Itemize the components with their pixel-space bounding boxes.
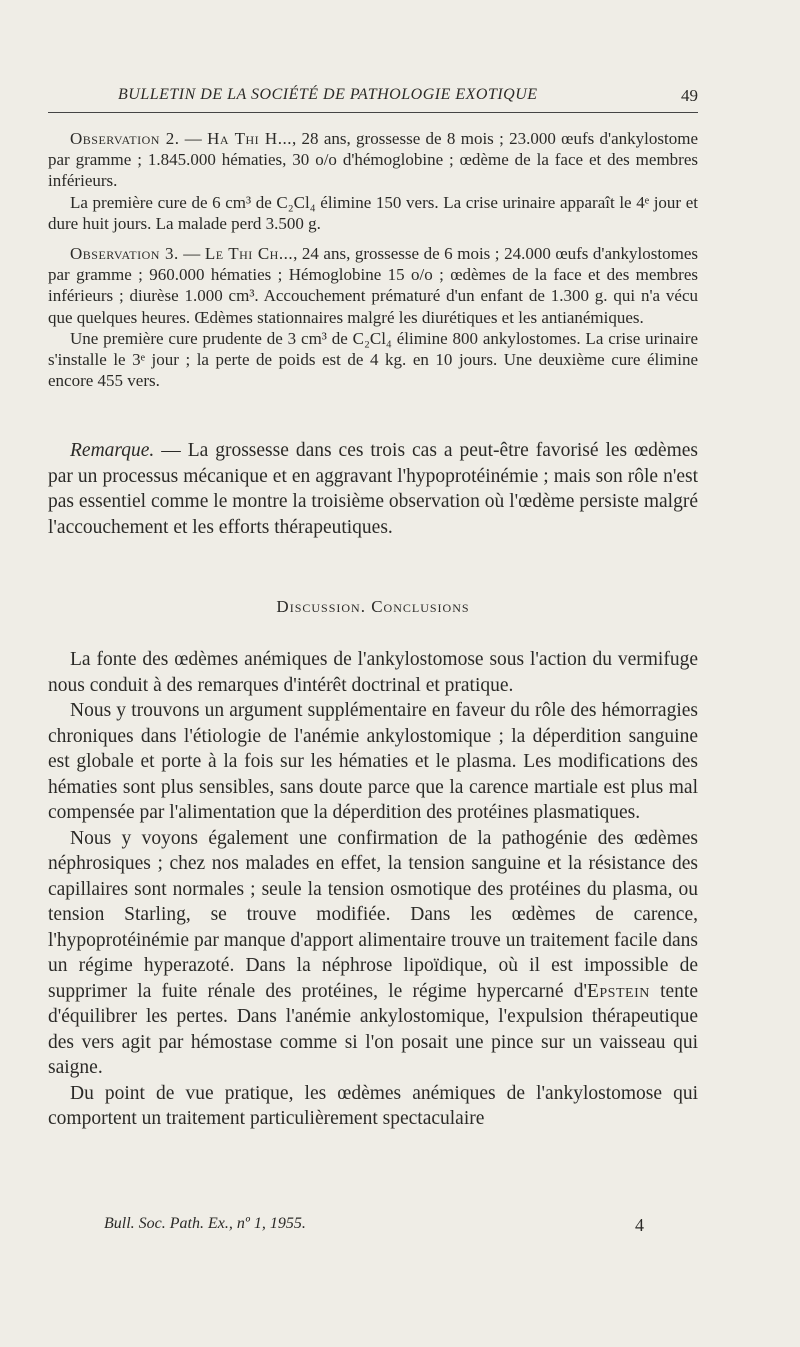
observation-text: , 24 ans, grossesse de 6 mois ; 24.000 œufs d'ankylostomes par gramme ; 960.000 hématies ; Hémoglobine 15 o/o ; œdèmes de la face et des membres inférieurs ; diurèse 1.000 cm³. Accouchement prématuré d'un enfant de 1.300 g. qui n'a vécu que quelques heures. Œdèmes stationnaires malgré les diurétiques et les antianémiques. (48, 244, 698, 327)
remark-text: — La grossesse dans ces trois cas a peut-être favorisé les œdèmes par un processus mécanique et en aggravant l'hypoprotéinémie ; mais son rôle n'est pas essentiel comme le montre la troisième observation où l'œdème persiste malgré l'accouchement et les efforts thérapeutiques. (48, 440, 698, 538)
page-number: 49 (681, 86, 698, 105)
journal-citation: Bull. Soc. Path. Ex., nº 1, 1955. (104, 1215, 306, 1232)
running-header (48, 86, 698, 113)
observation-label: Observation 3. (70, 244, 179, 263)
running-title: BULLETIN DE LA SOCIÉTÉ DE PATHOLOGIE EXOTIQUE (118, 86, 538, 103)
signature-mark: 4 (635, 1215, 644, 1235)
observation-text: La première cure de 6 cm³ de C₂Cl₄ élimine 150 vers. La crise urinaire apparaît le 4ᵉ jour et dure huit jours. La malade perd 3.500 g. (48, 192, 698, 233)
paragraph: Nous y voyons également une confirmation de la pathogénie des œdèmes néphrosiques ; chez nos malades en effet, la tension sanguine et la résistance des capillaires sont normales ; seule la tension osmotique des protéines du plasma, ou tension Starling, se trouve modifiée. Dans les œdèmes de carence, l'hypoprotéinémie par manque d'apport alimentaire trouve un traitement facile dans un régime hyperazoté. Dans la néphrose lipoïdique, où il est impossible de supprimer la fuite rénale des protéines, le régime hypercarné d'Epstein tente d'équilibrer les pertes. Dans l'anémie ankylostomique, l'expulsion thérapeutique des vers agit par hémostase comme si l'on posait une pince sur un vaisseau qui saigne. (48, 827, 698, 1078)
paragraph: La fonte des œdèmes anémiques de l'ankylostomose sous l'action du vermifuge nous conduit à des remarques d'intérêt doctrinal et pratique. (48, 649, 698, 696)
observation-3: Observation 3. — Le Thi Ch..., 24 ans, grossesse de 6 mois ; 24.000 œufs d'ankylostomes par gramme ; 960.000 hématies ; Hémoglobine 15 o/o ; œdèmes de la face et des membres inférieurs ; diurèse 1.000 cm³. Accouchement prématuré d'un enfant de 1.300 g. qui n'a vécu que quelques heures. Œdèmes stationnaires malgré les diurétiques et les antianémiques. Une première cure prudente de 3 cm³ de C₂Cl₄ élimine 800 ankylostomes. La crise urinaire s'installe le 3ᵉ jour ; la perte de poids est de 4 kg. en 10 jours. Une deuxième cure élimine encore 455 vers. (48, 244, 698, 391)
paragraph: Nous y trouvons un argument supplémentaire en faveur du rôle des hémorragies chroniques dans l'étiologie de l'anémie ankylostomique ; la déperdition sanguine est globale et porte à la fois sur les hématies et le plasma. Les modifications des hématies sont plus sensibles, sans doute parce que la carence martiale est plus mal compensée par l'alimentation que la déperdition des protéines plasmatiques. (48, 700, 698, 823)
observation-text: , 28 ans, grossesse de 8 mois ; 23.000 œufs d'ankylostome par gramme ; 1.845.000 hématies, 30 o/o d'hémoglobine ; œdème de la face et des membres inférieurs. (48, 129, 698, 191)
paragraph: Du point de vue pratique, les œdèmes anémiques de l'ankylostomose qui comportent un traitement particulièrement spectaculaire (48, 1082, 698, 1129)
remark-label: Remarque. (70, 440, 155, 461)
discussion-body (48, 647, 698, 1132)
observation-text: Une première cure prudente de 3 cm³ de C₂Cl₄ élimine 800 ankylostomes. La crise urinaire s'installe le 3ᵉ jour ; la perte de poids est de 4 kg. en 10 jours. Une deuxième cure élimine encore 455 vers. (48, 328, 698, 391)
patient-name: Ha Thi H... (207, 129, 292, 148)
observation-2: Observation 2. — Ha Thi H..., 28 ans, grossesse de 8 mois ; 23.000 œufs d'ankylostome par gramme ; 1.845.000 hématies, 30 o/o d'hémoglobine ; œdème de la face et des membres inférieurs. La première cure de 6 cm³ de C₂Cl₄ élimine 150 vers. La crise urinaire apparaît le 4ᵉ jour et dure huit jours. La malade perd 3.500 g. (48, 129, 698, 233)
remark (48, 438, 698, 540)
footer (48, 1215, 698, 1239)
author-name: Epstein (586, 980, 650, 1002)
patient-name: Le Thi Ch... (204, 244, 294, 263)
section-heading: Discussion. Conclusions (276, 597, 470, 616)
observation-label: Observation 2. (70, 129, 180, 148)
